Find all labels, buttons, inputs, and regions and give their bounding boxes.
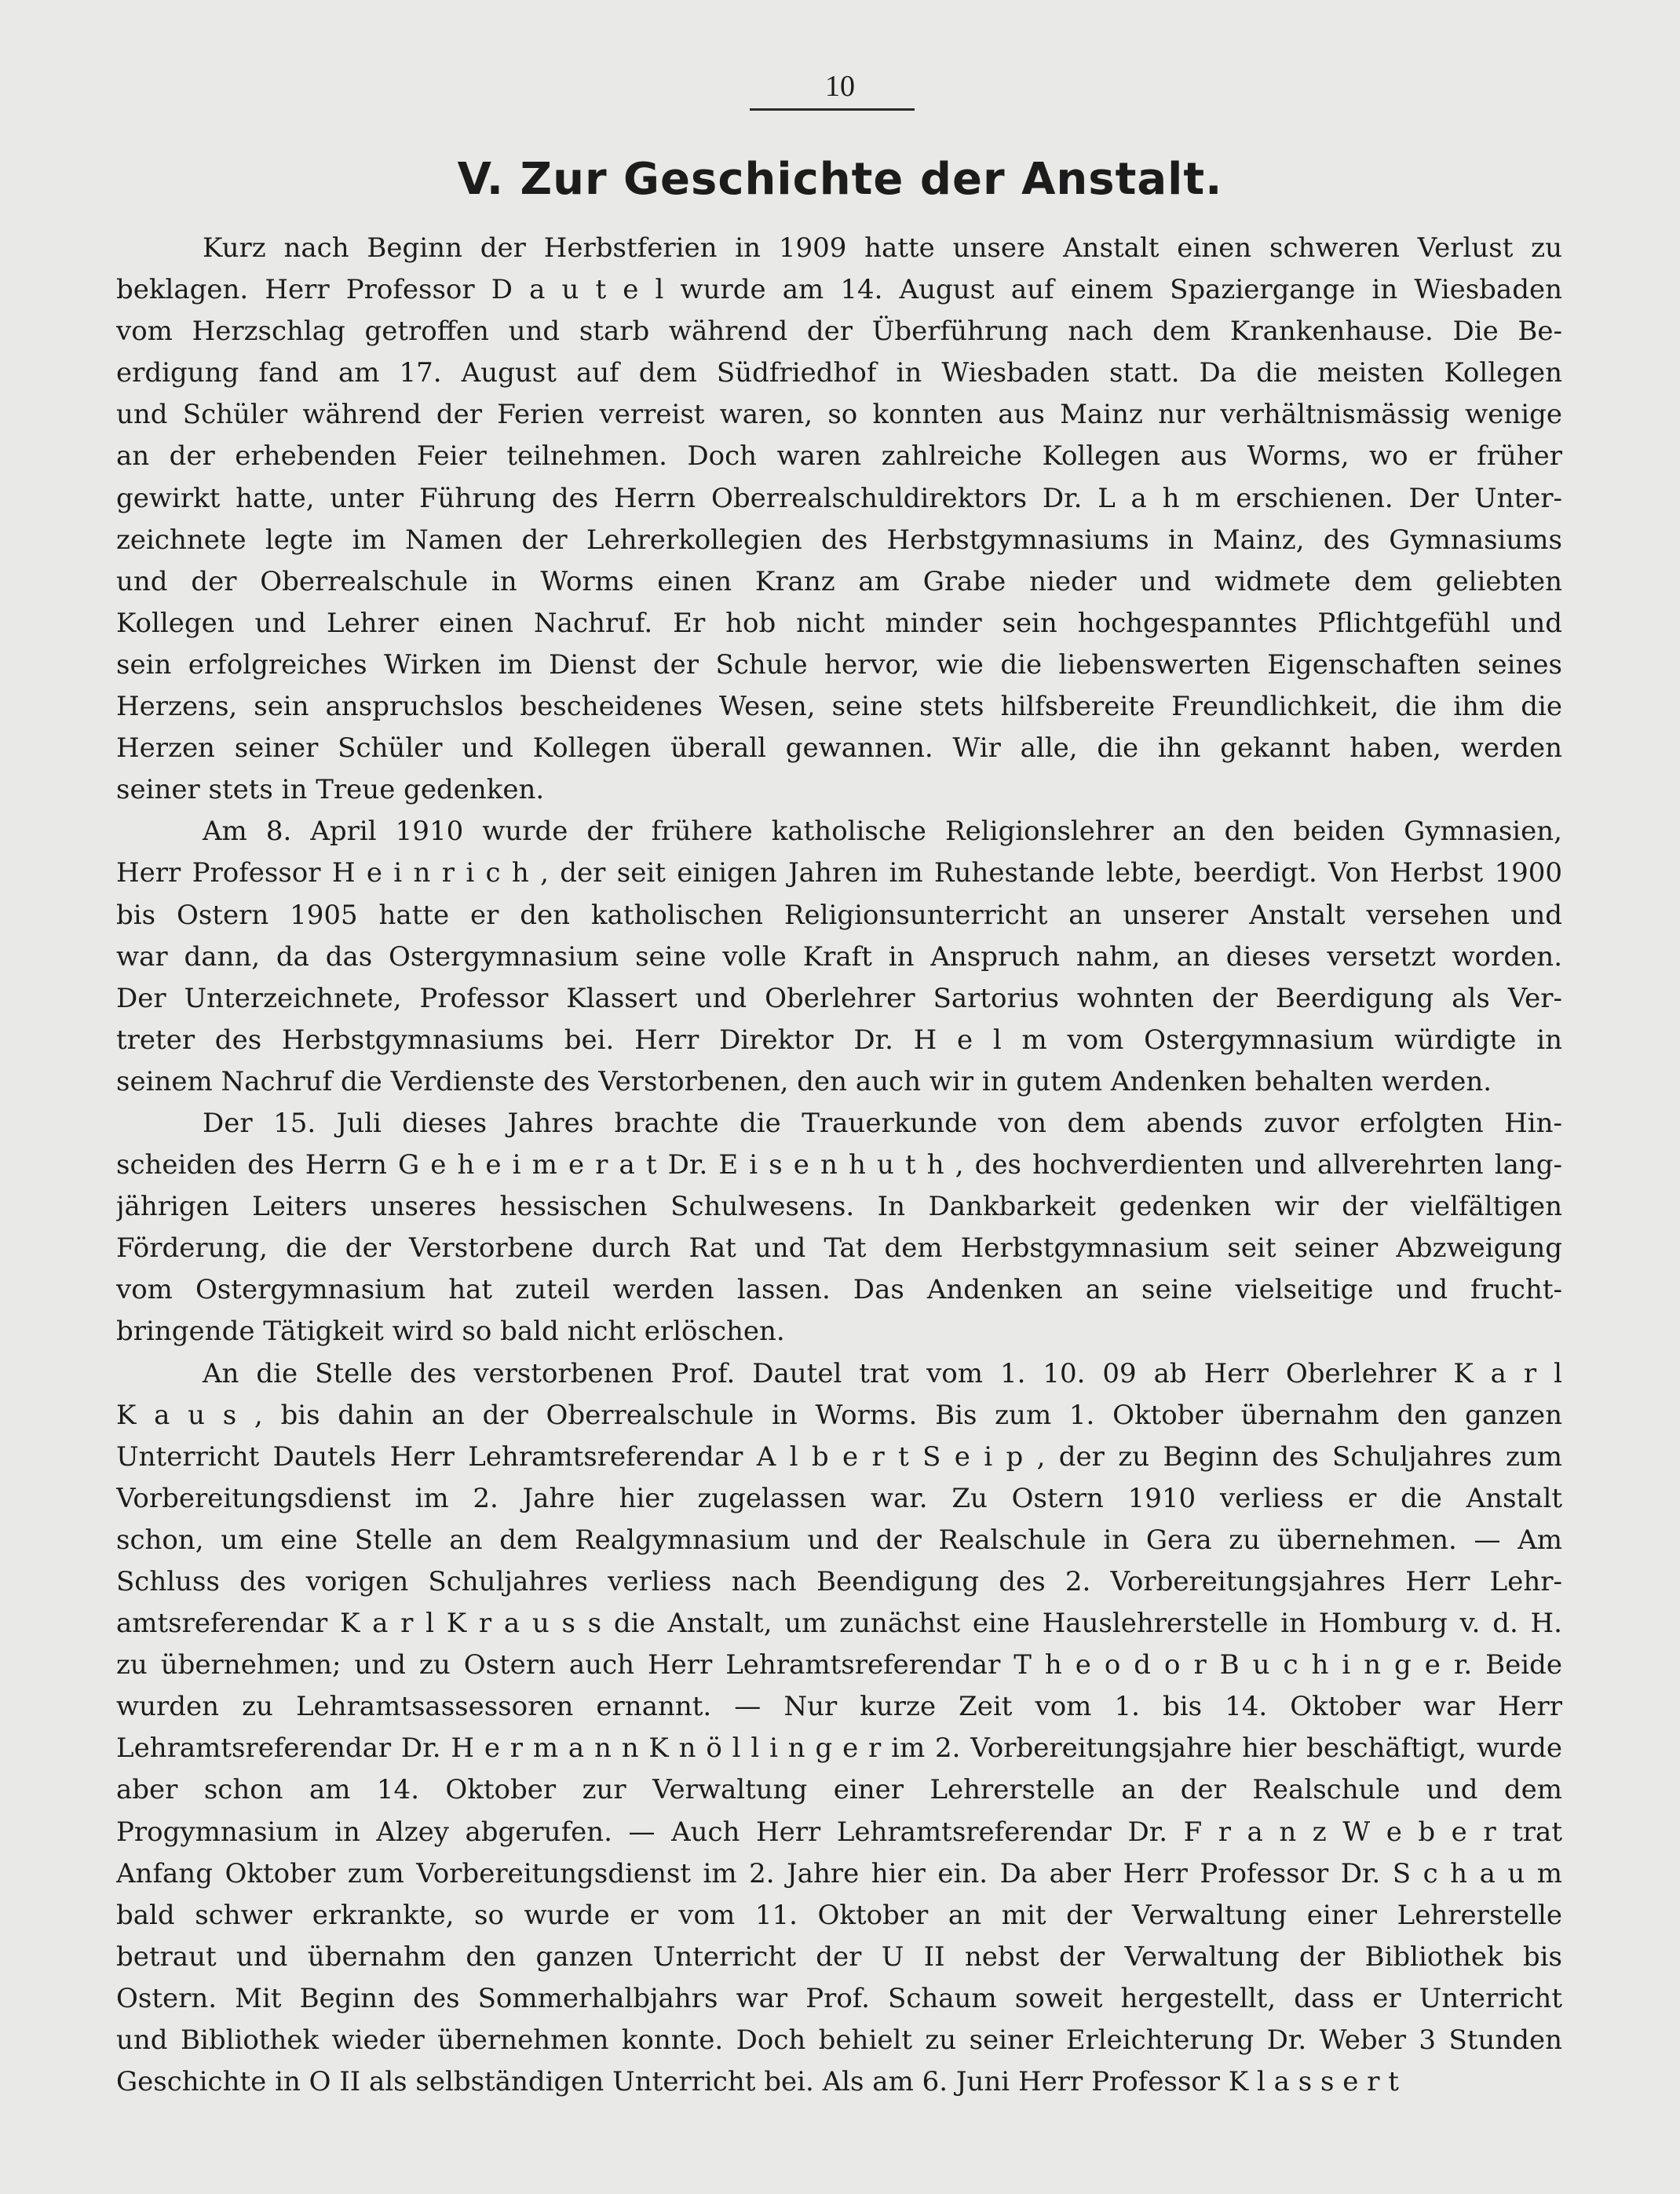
text-line: seinem Nachruf die Verdienste des Verstorbenen, den auch wir in gutem Andenken behalten werden. bbox=[116, 1065, 1492, 1097]
text-line: gewirkt hatte, unter Führung des Herrn Oberrealschuldirektors Dr. L a h m erschienen. Der Unter- bbox=[116, 482, 1562, 514]
section-title: V. Zur Geschichte der Anstalt. bbox=[457, 154, 1223, 205]
text-line: zeichnete legte im Namen der Lehrerkollegien des Herbstgymnasiums in Mainz, des Gymnasiums bbox=[116, 524, 1562, 556]
text-line: Herzens, sein anspruchslos bescheidenes Wesen, seine stets hilfsbereite Freundlichkeit, die ihm die bbox=[116, 691, 1562, 723]
text-line: Unterricht Dautels Herr Lehramtsreferendar A l b e r t S e i p , der zu Beginn des Schuljahres zum bbox=[116, 1440, 1562, 1473]
text-line: Ostern. Mit Beginn des Sommerhalbjahrs war Prof. Schaum soweit hergestellt, dass er Unterricht bbox=[116, 1982, 1562, 2014]
text-line: zu übernehmen; und zu Ostern auch Herr Lehramtsreferendar T h e o d o r B u c h i n g e r. Beide bbox=[116, 1649, 1562, 1681]
text-line: Förderung, die der Verstorbene durch Rat und Tat dem Herbstgymnasium seit seiner Abzweigung bbox=[116, 1232, 1562, 1265]
text-line: erdigung fand am 17. August auf dem Südfriedhof in Wiesbaden statt. Da die meisten Kollegen bbox=[116, 357, 1562, 389]
text-line: wurden zu Lehramtsassessoren ernannt. — Nur kurze Zeit vom 1. bis 14. Oktober war Herr bbox=[116, 1691, 1562, 1723]
text-line: Der Unterzeichnete, Professor Klassert und Oberlehrer Sartorius wohnten der Beerdigung als Ver- bbox=[116, 982, 1562, 1014]
page-number: 10 bbox=[825, 70, 855, 103]
text-line: bringende Tätigkeit wird so bald nicht erlöschen. bbox=[116, 1316, 785, 1348]
text-line: Kollegen und Lehrer einen Nachruf. Er hob nicht minder sein hochgespanntes Pflichtgefühl und bbox=[116, 607, 1562, 639]
text-line: Schluss des vorigen Schuljahres verliess nach Beendigung des 2. Vorbereitungsjahres Herr Lehr- bbox=[116, 1566, 1562, 1597]
body-text bbox=[116, 228, 1562, 2103]
text-line: beklagen. Herr Professor D a u t e l wurde am 14. August auf einem Spaziergange in Wiesbaden bbox=[116, 274, 1562, 306]
text-line: An die Stelle des verstorbenen Prof. Dautel trat vom 1. 10. 09 ab Herr Oberlehrer K a r l bbox=[203, 1357, 1562, 1389]
text-line: seiner stets in Treue gedenken. bbox=[116, 774, 545, 806]
text-line: und Schüler während der Ferien verreist waren, so konnten aus Mainz nur verhältnismässig wenige bbox=[116, 399, 1562, 431]
text-line: bis Ostern 1905 hatte er den katholischen Religionsunterricht an unserer Anstalt versehen und bbox=[116, 899, 1562, 931]
text-line: und Bibliothek wieder übernehmen konnte. Doch behielt zu seiner Erleichterung Dr. Weber 3 Stunden bbox=[116, 2024, 1562, 2057]
text-line: vom Herzschlag getroffen und starb während der Überführung nach dem Krankenhause. Die Be- bbox=[116, 316, 1562, 348]
text-line: Kurz nach Beginn der Herbstferien in 1909 hatte unsere Anstalt einen schweren Verlust zu bbox=[203, 232, 1562, 264]
text-line: Vorbereitungsdienst im 2. Jahre hier zugelassen war. Zu Ostern 1910 verliess er die Anstalt bbox=[116, 1482, 1562, 1514]
text-line: jährigen Leiters unseres hessischen Schulwesens. In Dankbarkeit gedenken wir der vielfältigen bbox=[116, 1191, 1562, 1223]
text-line: K a u s , bis dahin an der Oberrealschule in Worms. Bis zum 1. Oktober übernahm den ganzen bbox=[116, 1399, 1562, 1431]
text-line: an der erhebenden Feier teilnehmen. Doch waren zahlreiche Kollegen aus Worms, wo er früher bbox=[116, 440, 1562, 473]
text-line: war dann, da das Ostergymnasium seine volle Kraft in Anspruch nahm, an dieses versetzt worden. bbox=[116, 940, 1562, 973]
text-line: amtsreferendar K a r l K r a u s s die Anstalt, um zunächst eine Hauslehrerstelle in Homburg v. d. H. bbox=[116, 1608, 1562, 1640]
text-line: Der 15. Juli dieses Jahres brachte die Trauerkunde von dem abends zuvor erfolgten Hin- bbox=[203, 1107, 1562, 1139]
text-line: betraut und übernahm den ganzen Unterricht der U II nebst der Verwaltung der Bibliothek bis bbox=[116, 1940, 1562, 1973]
page-number-rule bbox=[750, 108, 915, 111]
text-line: scheiden des Herrn G e h e i m e r a t Dr. E i s e n h u t h , des hochverdienten und allverehrten lang- bbox=[116, 1149, 1562, 1181]
text-line: Lehramtsreferendar Dr. H e r m a n n K n ö l l i n g e r im 2. Vorbereitungsjahre hier beschäftigt, wurde bbox=[116, 1732, 1562, 1765]
text-line: Herr Professor H e i n r i c h , der seit einigen Jahren im Ruhestande lebte, beerdigt. Von Herbst 1900 bbox=[116, 857, 1562, 889]
text-line: Progymnasium in Alzey abgerufen. — Auch Herr Lehramtsreferendar Dr. F r a n z W e b e r trat bbox=[116, 1816, 1562, 1848]
text-line: treter des Herbstgymnasiums bei. Herr Direktor Dr. H e l m vom Ostergymnasium würdigte in bbox=[116, 1024, 1562, 1056]
text-line: bald schwer erkrankte, so wurde er vom 11. Oktober an mit der Verwaltung einer Lehrerstelle bbox=[116, 1899, 1562, 1931]
text-line: Am 8. April 1910 wurde der frühere katholische Religionslehrer an den beiden Gymnasien, bbox=[203, 816, 1562, 848]
text-line: Geschichte in O II als selbständigen Unterricht bei. Als am 6. Juni Herr Professor K l a s s e r t bbox=[116, 2066, 1399, 2098]
text-line: Anfang Oktober zum Vorbereitungsdienst im 2. Jahre hier ein. Da aber Herr Professor Dr. S c h a u m bbox=[116, 1857, 1562, 1889]
text-line: sein erfolgreiches Wirken im Dienst der Schule hervor, wie die liebenswerten Eigenschaften seines bbox=[116, 648, 1562, 681]
text-line: und der Oberrealschule in Worms einen Kranz am Grabe nieder und widmete dem geliebten bbox=[116, 565, 1562, 597]
text-line: aber schon am 14. Oktober zur Verwaltung einer Lehrerstelle an der Realschule und dem bbox=[116, 1774, 1562, 1806]
text-line: Herzen seiner Schüler und Kollegen überall gewannen. Wir alle, die ihn gekannt haben, werden bbox=[116, 732, 1562, 765]
text-line: schon, um eine Stelle an dem Realgymnasium und der Realschule in Gera zu übernehmen. — Am bbox=[116, 1524, 1562, 1556]
text-line: vom Ostergymnasium hat zuteil werden lassen. Das Andenken an seine vielseitige und frucht- bbox=[116, 1274, 1562, 1306]
